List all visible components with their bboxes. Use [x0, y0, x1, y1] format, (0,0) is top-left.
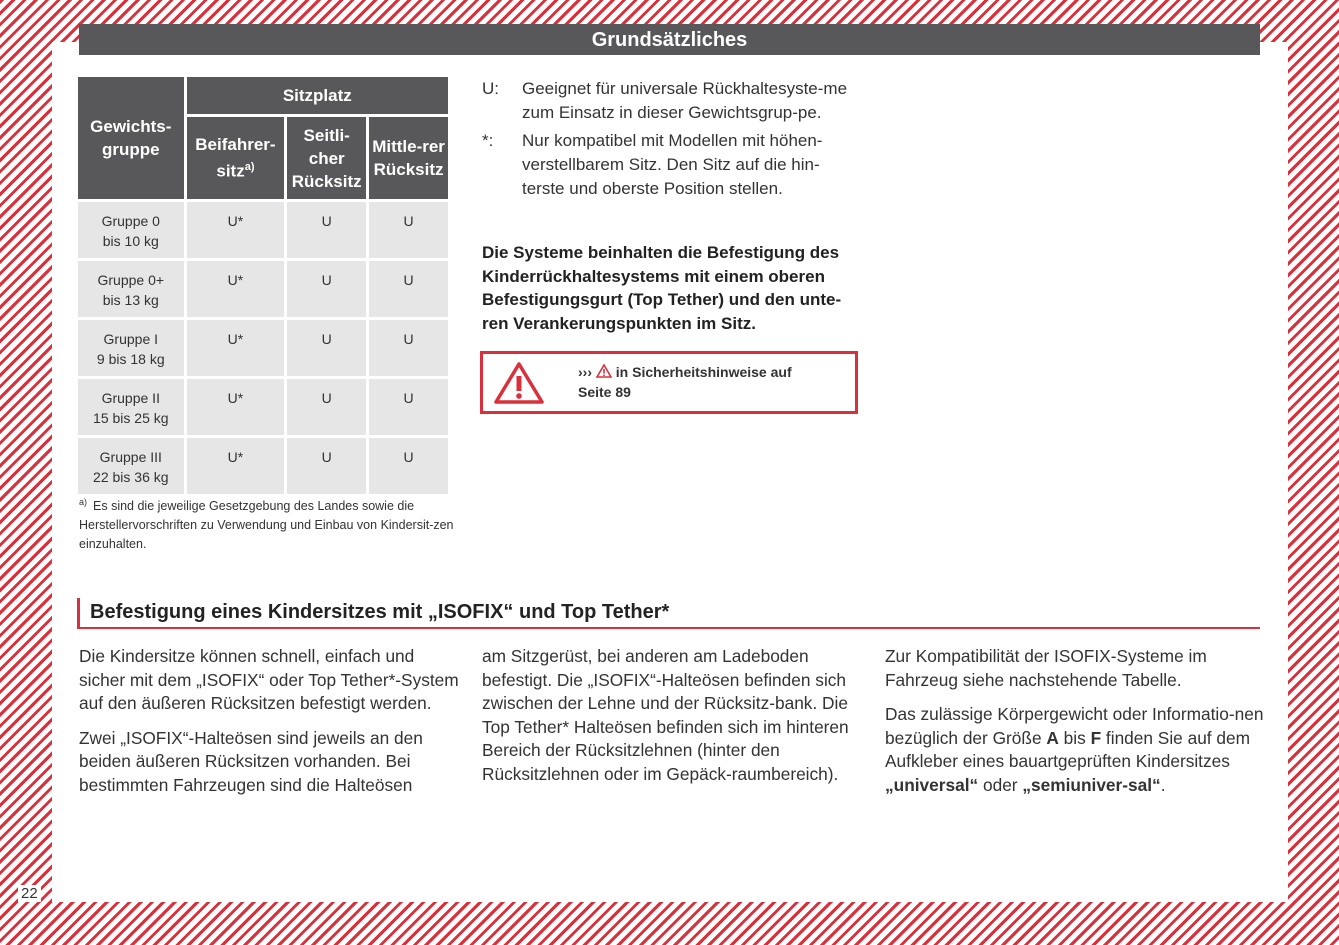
- cell-side: U: [287, 261, 366, 317]
- legend: [482, 77, 862, 205]
- cell-front: U*: [187, 320, 285, 376]
- header-side-rear-seat: Seitli-cher Rücksitz: [287, 117, 366, 199]
- cell-front: U*: [187, 379, 285, 435]
- paragraph: Die Kindersitze können schnell, einfach und sicher mit dem „ISOFIX“ oder Top Tether*-System auf den äußeren Rücksitzen befestigt werden.: [79, 646, 459, 713]
- cell-side: U: [287, 202, 366, 258]
- text-column-2: [482, 645, 867, 797]
- legend-text: Geeignet für universale Rückhaltesyste-me zum Einsatz in dieser Gewichtsgrup-pe.: [522, 79, 848, 122]
- cell-group: Gruppe 0 bis 10 kg: [78, 202, 184, 258]
- footnote-marker: a): [79, 497, 88, 507]
- table-row: [78, 438, 448, 494]
- section-title: Befestigung eines Kindersitzes mit „ISOFIX“ und Top Tether*: [77, 598, 1260, 629]
- text-column-3: [885, 645, 1270, 808]
- legend-text: Nur kompatibel mit Modellen mit höhen-verstellbarem Sitz. Den Sitz auf die hin-terste und oberste Position stellen.: [522, 131, 823, 198]
- arrows-icon: ›››: [578, 364, 592, 380]
- cell-front: U*: [187, 202, 285, 258]
- legend-item: [482, 77, 862, 125]
- cell-middle: U: [369, 202, 448, 258]
- header-front-seat: Beifahrer-sitz$^{a)}$: [187, 117, 285, 199]
- cell-group: Gruppe I 9 bis 18 kg: [78, 320, 184, 376]
- warning-box[interactable]: [480, 351, 858, 414]
- legend-item: [482, 129, 862, 201]
- footnote-text: Es sind die jeweilige Gesetzgebung des Landes sowie die Herstellervorschriften zu Verwendung und Einbau von Kindersit-zen einzuhalten.: [79, 499, 454, 552]
- paragraph: Das zulässige Körpergewicht oder Informatio-nen bezüglich der Größe A bis F finden Sie auf dem Aufkleber eines bauartgeprüften Kindersitzes „universal“ oder „semiuniver-sal“.: [885, 704, 1264, 795]
- cell-front: U*: [187, 438, 285, 494]
- small-warning-icon: [596, 364, 612, 378]
- paragraph: Zwei „ISOFIX“-Halteösen sind jeweils an den beiden äußeren Rücksitzen vorhanden. Bei bestimmten Fahrzeugen sind die Halteösen: [79, 727, 423, 795]
- header-middle-rear-seat: Mittle-rer Rücksitz: [369, 117, 448, 199]
- legend-symbol: *:: [482, 131, 494, 150]
- legend-symbol: U:: [482, 79, 499, 98]
- cell-group: Gruppe 0+ bis 13 kg: [78, 261, 184, 317]
- table-row: [78, 261, 448, 317]
- cell-front: U*: [187, 261, 285, 317]
- cell-middle: U: [369, 438, 448, 494]
- table-row: [78, 320, 448, 376]
- cell-group: Gruppe III 22 bis 36 kg: [78, 438, 184, 494]
- header-seat-position: Sitzplatz: [187, 77, 448, 114]
- header-weight-group: Gewichts-gruppe: [78, 77, 184, 199]
- cell-side: U: [287, 320, 366, 376]
- page-number: 22: [18, 885, 41, 902]
- table-row: [78, 202, 448, 258]
- chapter-header: Grundsätzliches: [79, 24, 1260, 55]
- warning-link[interactable]: ››› in Sicherheitshinweise auf Seite 89: [578, 364, 792, 400]
- paragraph: am Sitzgerüst, bei anderen am Ladeboden befestigt. Die „ISOFIX“-Halteösen befinden sich zwischen der Lehne und der Rücksitz-bank. Die Top Tether* Halteösen befinden sich im hinteren Bereich der Rücksitzlehnen (hinter den Rücksitzlehnen oder im Gepäck-raumbereich).: [482, 646, 849, 784]
- paragraph: Zur Kompatibilität der ISOFIX-Systeme im Fahrzeug siehe nachstehende Tabelle.: [885, 646, 1207, 690]
- warning-triangle-icon: [493, 361, 545, 405]
- cell-side: U: [287, 379, 366, 435]
- cell-group: Gruppe II 15 bis 25 kg: [78, 379, 184, 435]
- child-seat-table: [75, 74, 451, 497]
- cell-side: U: [287, 438, 366, 494]
- cell-middle: U: [369, 379, 448, 435]
- cell-middle: U: [369, 261, 448, 317]
- text-column-1: [79, 645, 464, 808]
- systems-paragraph: Die Systeme beinhalten die Befestigung des Kinderrückhaltesystems mit einem oberen Befestigungsgurt (Top Tether) und den unte-ren Verankerungspunkten im Sitz.: [482, 243, 842, 333]
- cell-middle: U: [369, 320, 448, 376]
- table-row: [78, 379, 448, 435]
- table-footnote: [79, 493, 459, 554]
